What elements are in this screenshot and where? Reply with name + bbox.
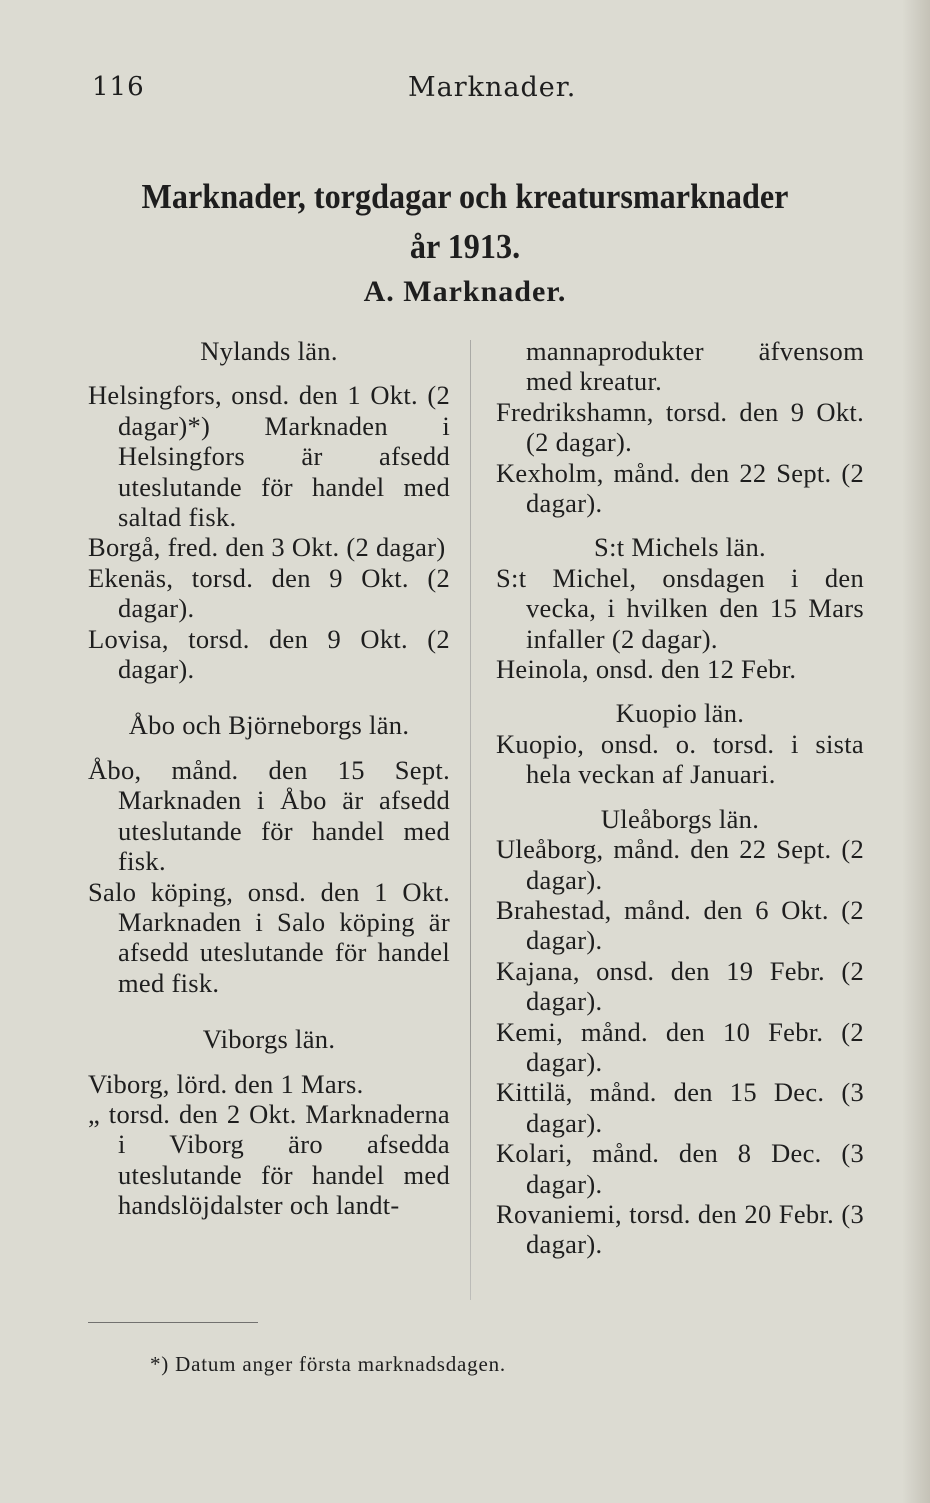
- region-heading-st-michel: S:t Michels län.: [594, 532, 766, 563]
- footnote: *) Datum anger första marknadsdagen.: [150, 1352, 506, 1376]
- market-entry: Ekenäs, torsd. den 9 Okt. (2 dagar).: [88, 562, 450, 624]
- region-heading-viborg: Viborgs län.: [202, 1024, 336, 1055]
- page-title: [37, 172, 893, 272]
- column-divider: [470, 340, 471, 1300]
- running-title: Marknader.: [408, 72, 577, 103]
- region-heading-nyland: Nylands län.: [200, 336, 338, 366]
- market-entry: Heinola, onsd. den 12 Febr.: [496, 654, 797, 685]
- market-entry: Åbo, månd. den 15 Sept. Marknaden i Åbo är afsedd uteslutande för handel med fisk.: [88, 754, 450, 877]
- market-entry: Brahestad, månd. den 6 Okt. (2 dagar).: [496, 894, 864, 956]
- footnote-rule: [88, 1322, 258, 1323]
- market-entry: Rovaniemi, torsd. den 20 Febr. (3 dagar).: [496, 1198, 864, 1260]
- left-column: [88, 336, 450, 1221]
- market-entry: Kajana, onsd. den 19 Febr. (2 dagar).: [496, 955, 864, 1017]
- market-entry: Lovisa, torsd. den 9 Okt. (2 dagar).: [88, 623, 450, 685]
- market-entry: Borgå, fred. den 3 Okt. (2 dagar): [88, 532, 446, 563]
- market-entry: Viborg, lörd. den 1 Mars.: [88, 1068, 364, 1099]
- region-heading-abo: Åbo och Björneborgs län.: [128, 710, 410, 741]
- market-entry: S:t Michel, onsdagen i den vecka, i hvilken den 15 Mars infaller (2 dagar).: [496, 562, 864, 654]
- market-entry: Kexholm, månd. den 22 Sept. (2 dagar).: [496, 457, 864, 519]
- market-entry: Helsingfors, onsd. den 1 Okt. (2 dagar)*) Marknaden i Helsingfors är afsedd uteslutande för handel med saltad fisk.: [88, 380, 450, 533]
- market-entry: Salo köping, onsd. den 1 Okt. Marknaden i Salo köping är afsedd uteslutande för handel med fisk.: [88, 876, 450, 998]
- market-entry: Uleåborg, månd. den 22 Sept. (2 dagar).: [496, 834, 864, 895]
- market-entry: Fredrikshamn, torsd. den 9 Okt. (2 dagar).: [496, 396, 864, 458]
- page-edge-shadow: [902, 0, 930, 1503]
- section-heading: A. Marknader.: [363, 275, 567, 308]
- right-column: [496, 336, 864, 1260]
- page-title-line-2: år 1913.: [409, 227, 521, 266]
- region-heading-uleaborg: Uleåborgs län.: [600, 803, 760, 834]
- market-entry: Kolari, månd. den 8 Dec. (3 dagar).: [496, 1138, 864, 1199]
- market-entry: Kemi, månd. den 10 Febr. (2 dagar).: [496, 1016, 864, 1077]
- entry-continuation: mannaprodukter äfvensom med kreatur.: [526, 336, 864, 397]
- market-entry: „ torsd. den 2 Okt. Marknaderna i Viborg äro afsedda uteslutande för handel med handslöjdalster och landt-: [88, 1098, 450, 1221]
- region-heading-kuopio: Kuopio län.: [615, 698, 745, 729]
- page-title-line-1: Marknader, torgdagar och kreatursmarknader: [141, 177, 789, 216]
- market-entry: Kuopio, onsd. o. torsd. i sista hela veckan af Januari.: [496, 728, 864, 790]
- page-number: 116: [92, 72, 145, 102]
- market-entry: Kittilä, månd. den 15 Dec. (3 dagar).: [496, 1077, 864, 1138]
- running-head: [0, 72, 930, 112]
